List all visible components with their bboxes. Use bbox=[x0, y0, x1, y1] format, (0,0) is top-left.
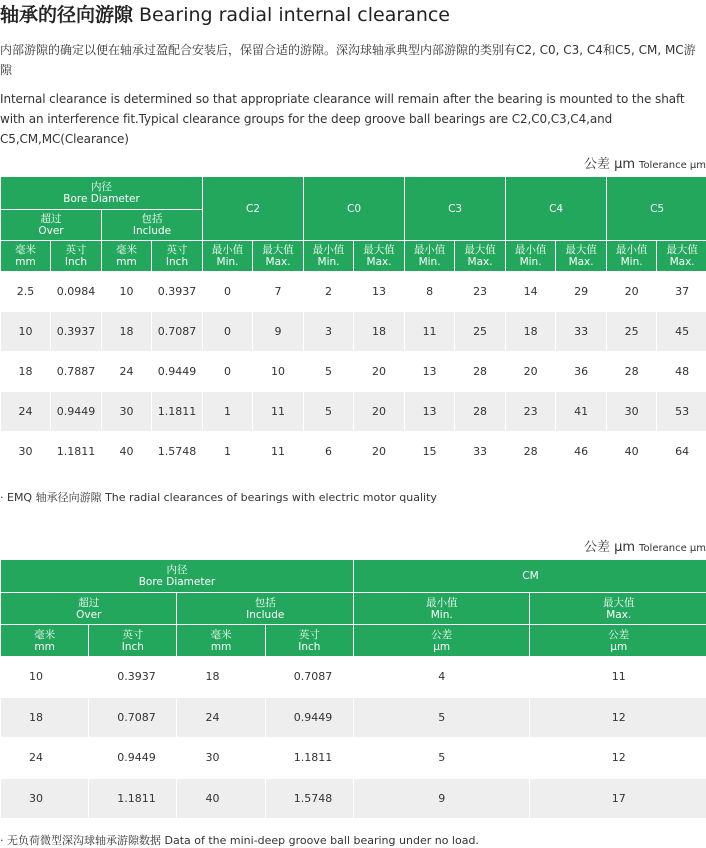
table-cell: 13 bbox=[405, 352, 454, 391]
group-header-c0: C0 bbox=[304, 177, 404, 240]
min-cn: 最小值 bbox=[413, 244, 446, 256]
table-cell: 23 bbox=[455, 272, 505, 311]
table-cell: 13 bbox=[354, 272, 404, 311]
table-cell: 0 bbox=[203, 312, 252, 351]
tolerance-header bbox=[530, 625, 706, 656]
over-header bbox=[1, 593, 176, 624]
table-cell: 18 bbox=[1, 352, 50, 391]
max-en: Max. bbox=[265, 256, 291, 268]
table-cell: 15 bbox=[405, 432, 454, 471]
bore-cn: 内径 bbox=[91, 181, 113, 193]
inch-cn: 英寸 bbox=[166, 244, 188, 256]
table-cell: 5 bbox=[354, 738, 529, 778]
table-cell: 3 bbox=[304, 312, 353, 351]
table-cell: 2 bbox=[304, 272, 353, 311]
min-cn: 最小值 bbox=[312, 244, 345, 256]
table2-note: · 无负荷微型深沟球轴承游隙数据 Data of the mini-deep groove ball bearing under no load. bbox=[0, 834, 479, 847]
table-cell: 1.1811 bbox=[266, 738, 353, 778]
mm-en: mm bbox=[34, 640, 55, 653]
min-en: Min. bbox=[216, 256, 239, 268]
mm-cn: 毫米 bbox=[34, 628, 56, 641]
table-cell: 0.9449 bbox=[266, 698, 353, 738]
table-row bbox=[1, 738, 706, 778]
table-cell: 30 bbox=[1, 432, 50, 471]
tolerance-cn: 公差 μm bbox=[583, 157, 636, 172]
table-cell: 18 bbox=[506, 312, 555, 351]
mm-cn: 毫米 bbox=[116, 244, 137, 256]
table-cell: 23 bbox=[506, 392, 555, 431]
table-cell: 9 bbox=[253, 312, 303, 351]
max-header bbox=[556, 241, 606, 271]
tol-unit: μm bbox=[433, 640, 451, 653]
title-cn: 轴承的径向游隙 bbox=[0, 4, 134, 26]
table-cell: 40 bbox=[102, 432, 151, 471]
group-header-c2: C2 bbox=[203, 177, 303, 240]
table-cell: 0.3937 bbox=[152, 272, 202, 311]
table-cell: 13 bbox=[405, 392, 454, 431]
over-en: Over bbox=[76, 608, 102, 621]
mm-en: mm bbox=[210, 640, 232, 653]
group-header-cm: CM bbox=[354, 560, 706, 592]
table-cell: 0.9449 bbox=[89, 738, 176, 778]
bore-en: Bore Diameter bbox=[138, 576, 216, 588]
table-cell: 24 bbox=[102, 352, 151, 391]
table-cell: 28 bbox=[455, 352, 505, 391]
table-row bbox=[1, 779, 706, 819]
min-header bbox=[405, 241, 454, 271]
table-cell: 24 bbox=[177, 698, 264, 738]
table-cell: 17 bbox=[530, 779, 706, 819]
max-cn: 最大值 bbox=[262, 244, 294, 256]
inch-header bbox=[89, 625, 176, 656]
table-cell: 53 bbox=[657, 392, 706, 431]
table-cell: 37 bbox=[657, 272, 706, 311]
tolerance-cn: 公差 μm bbox=[583, 540, 636, 555]
min-en: Min. bbox=[519, 256, 542, 268]
table-cell: 1.5748 bbox=[152, 432, 202, 471]
table-cell: 0.7087 bbox=[152, 312, 202, 351]
min-cn: 最小值 bbox=[615, 244, 648, 256]
table-cell: 0.7887 bbox=[51, 352, 101, 391]
table-cell: 8 bbox=[405, 272, 454, 311]
intro-en: Internal clearance is determined so that appropriate clearance will remain after the bearing is mounted to the shaft with an interference fit.Typical clearance groups for the deep groove ball bearings are C2,C0,C3,C4,and C5,CM,MC(Clearance) bbox=[0, 92, 685, 146]
table-cell: 2.5 bbox=[1, 272, 50, 311]
table-cell: 1.1811 bbox=[51, 432, 101, 471]
table-cell: 30 bbox=[177, 738, 264, 778]
bore-diameter-header bbox=[1, 560, 353, 592]
max-header bbox=[530, 593, 706, 624]
max-cn: 最大值 bbox=[565, 244, 597, 256]
inch-en: Inch bbox=[298, 640, 321, 653]
table-cell: 20 bbox=[354, 432, 404, 471]
min-en: Min. bbox=[317, 256, 340, 268]
tolerance-header bbox=[354, 625, 529, 656]
include-header bbox=[177, 593, 353, 624]
min-en: Min. bbox=[620, 256, 643, 268]
include-header bbox=[102, 210, 202, 240]
table-cell: 20 bbox=[506, 352, 555, 391]
table-cell: 29 bbox=[556, 272, 606, 311]
table-row bbox=[1, 392, 706, 431]
table-cell: 10 bbox=[102, 272, 151, 311]
clearance-table bbox=[0, 176, 706, 472]
unit-header-row bbox=[1, 241, 706, 271]
table-cell: 33 bbox=[556, 312, 606, 351]
table-cell: 28 bbox=[455, 392, 505, 431]
table-row bbox=[1, 312, 706, 351]
table-cell: 36 bbox=[556, 352, 606, 391]
table-cell: 0.9449 bbox=[152, 352, 202, 391]
inch-cn: 英寸 bbox=[122, 628, 144, 641]
table-cell: 5 bbox=[304, 352, 353, 391]
table-cell: 24 bbox=[1, 392, 50, 431]
table-cell: 18 bbox=[177, 657, 264, 697]
max-header bbox=[354, 241, 404, 271]
min-en: Min. bbox=[418, 256, 441, 268]
inch-en: Inch bbox=[165, 256, 189, 268]
group-header-c3: C3 bbox=[405, 177, 505, 240]
max-cn: 最大值 bbox=[602, 596, 635, 609]
table-cell: 9 bbox=[354, 779, 529, 819]
table-cell: 18 bbox=[354, 312, 404, 351]
table-cell: 20 bbox=[354, 392, 404, 431]
min-header bbox=[607, 241, 656, 271]
table-cell: 25 bbox=[455, 312, 505, 351]
over-en: Over bbox=[38, 225, 64, 237]
max-cn: 最大值 bbox=[464, 244, 496, 256]
table-cell: 11 bbox=[253, 432, 303, 471]
table-cell: 24 bbox=[1, 738, 88, 778]
table-cell: 30 bbox=[1, 779, 88, 819]
table-cell: 0 bbox=[203, 272, 252, 311]
max-en: Max. bbox=[606, 608, 632, 621]
table-row bbox=[1, 432, 706, 471]
table-cell: 20 bbox=[354, 352, 404, 391]
table-cell: 20 bbox=[607, 272, 656, 311]
table-cell: 12 bbox=[530, 698, 706, 738]
inch-en: Inch bbox=[64, 256, 88, 268]
table-cell: 48 bbox=[657, 352, 706, 391]
title-en: Bearing radial internal clearance bbox=[139, 4, 451, 26]
table-cell: 18 bbox=[1, 698, 88, 738]
min-header bbox=[203, 241, 252, 271]
bore-en: Bore Diameter bbox=[63, 193, 140, 205]
table-cell: 0.3937 bbox=[51, 312, 101, 351]
table-cell: 30 bbox=[607, 392, 656, 431]
cm-clearance-table-body bbox=[1, 657, 706, 818]
table-cell: 1 bbox=[203, 432, 252, 471]
table-cell: 28 bbox=[506, 432, 555, 471]
table-cell: 64 bbox=[657, 432, 706, 471]
page-title bbox=[0, 0, 450, 28]
include-en: Include bbox=[246, 608, 285, 621]
table-cell: 40 bbox=[607, 432, 656, 471]
table-cell: 18 bbox=[102, 312, 151, 351]
mm-header bbox=[1, 625, 88, 656]
max-header bbox=[657, 241, 706, 271]
table-cell: 11 bbox=[405, 312, 454, 351]
table-cell: 10 bbox=[1, 657, 88, 697]
max-cn: 最大值 bbox=[666, 244, 698, 256]
table-cell: 40 bbox=[177, 779, 264, 819]
cm-clearance-table bbox=[0, 559, 706, 819]
table-cell: 1.5748 bbox=[266, 779, 353, 819]
max-en: Max. bbox=[467, 256, 493, 268]
mm-en: mm bbox=[15, 256, 36, 268]
max-en: Max. bbox=[669, 256, 695, 268]
tol-unit: μm bbox=[610, 640, 628, 653]
tolerance-label-2 bbox=[584, 536, 706, 555]
mm-cn: 毫米 bbox=[210, 628, 232, 641]
tolerance-label-1 bbox=[584, 153, 706, 172]
table-cell: 0.7087 bbox=[89, 698, 176, 738]
inch-header bbox=[51, 241, 101, 271]
tol-cn: 公差 bbox=[431, 628, 453, 641]
table-cell: 14 bbox=[506, 272, 555, 311]
table-cell: 5 bbox=[354, 698, 529, 738]
inch-header bbox=[152, 241, 202, 271]
mm-header bbox=[177, 625, 264, 656]
table-cell: 0.9449 bbox=[51, 392, 101, 431]
over-cn: 超过 bbox=[78, 596, 100, 609]
min-en: Min. bbox=[430, 608, 453, 621]
min-cn: 最小值 bbox=[211, 244, 244, 256]
bore-diameter-header bbox=[1, 177, 202, 209]
table-cell: 0 bbox=[203, 352, 252, 391]
table-cell: 0.0984 bbox=[51, 272, 101, 311]
table-cell: 41 bbox=[556, 392, 606, 431]
max-header bbox=[455, 241, 505, 271]
group-header-c4: C4 bbox=[506, 177, 606, 240]
bore-cn: 内径 bbox=[166, 564, 188, 576]
table-cell: 1.1811 bbox=[89, 779, 176, 819]
table-cell: 33 bbox=[455, 432, 505, 471]
intro-cn: 内部游隙的确定以便在轴承过盈配合安装后，保留合适的游隙。深沟球轴承典型内部游隙的类别有C2, C0, C3, C4和C5, CM, MC游隙 bbox=[0, 43, 696, 77]
mm-header bbox=[1, 241, 50, 271]
table-cell: 4 bbox=[354, 657, 529, 697]
include-cn: 包括 bbox=[254, 596, 276, 609]
mm-cn: 毫米 bbox=[15, 244, 36, 256]
min-header bbox=[354, 593, 529, 624]
table-row bbox=[1, 352, 706, 391]
table-cell: 1 bbox=[203, 392, 252, 431]
tolerance-en: Tolerance μm bbox=[639, 160, 706, 171]
table-cell: 1.1811 bbox=[152, 392, 202, 431]
max-cn: 最大值 bbox=[363, 244, 395, 256]
table-cell: 10 bbox=[1, 312, 50, 351]
table-cell: 28 bbox=[607, 352, 656, 391]
table-cell: 25 bbox=[607, 312, 656, 351]
table-row bbox=[1, 657, 706, 697]
table-cell: 11 bbox=[530, 657, 706, 697]
max-header bbox=[253, 241, 303, 271]
table-cell: 11 bbox=[253, 392, 303, 431]
tolerance-en: Tolerance μm bbox=[639, 543, 706, 554]
mm-header bbox=[102, 241, 151, 271]
table-cell: 6 bbox=[304, 432, 353, 471]
table-cell: 12 bbox=[530, 738, 706, 778]
table-cell: 30 bbox=[102, 392, 151, 431]
table-cell: 10 bbox=[253, 352, 303, 391]
table-row bbox=[1, 698, 706, 738]
table-cell: 7 bbox=[253, 272, 303, 311]
table-cell: 0.3937 bbox=[89, 657, 176, 697]
inch-en: Inch bbox=[121, 640, 144, 653]
table-row bbox=[1, 272, 706, 311]
over-header bbox=[1, 210, 101, 240]
mm-en: mm bbox=[116, 256, 137, 268]
include-cn: 包括 bbox=[141, 213, 163, 225]
include-en: Include bbox=[132, 225, 172, 237]
min-cn: 最小值 bbox=[425, 596, 458, 609]
inch-header bbox=[266, 625, 353, 656]
max-en: Max. bbox=[366, 256, 392, 268]
tol-cn: 公差 bbox=[608, 628, 630, 641]
min-header bbox=[506, 241, 555, 271]
table-cell: 0.7087 bbox=[266, 657, 353, 697]
min-header bbox=[304, 241, 353, 271]
table-cell: 46 bbox=[556, 432, 606, 471]
group-header-c5: C5 bbox=[607, 177, 706, 240]
clearance-table-body bbox=[1, 272, 706, 471]
table-cell: 45 bbox=[657, 312, 706, 351]
min-cn: 最小值 bbox=[514, 244, 547, 256]
table1-note: · EMQ 轴承径向游隙 The radial clearances of bearings with electric motor quality bbox=[0, 491, 437, 504]
over-cn: 超过 bbox=[40, 213, 62, 225]
max-en: Max. bbox=[568, 256, 594, 268]
table-cell: 5 bbox=[304, 392, 353, 431]
inch-cn: 英寸 bbox=[298, 628, 320, 641]
inch-cn: 英寸 bbox=[65, 244, 87, 256]
